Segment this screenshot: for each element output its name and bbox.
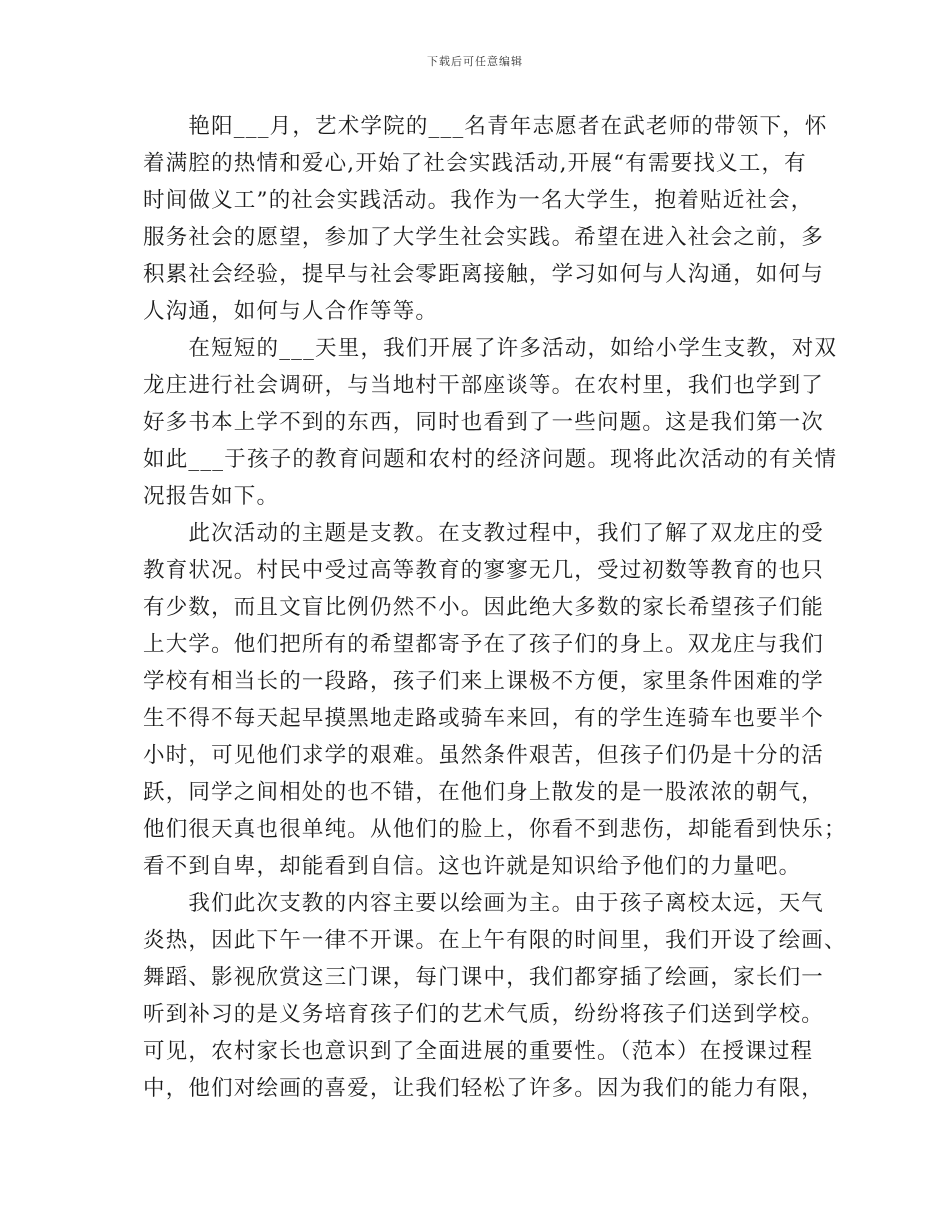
text-line: 学校有相当长的一段路，孩子们来上课极不方便，家里条件困难的学 [143,669,825,694]
text-line: 教育状况。村民中受过高等教育的寥寥无几，受过初数等教育的也只 [143,558,825,583]
text-line: 小时，可见他们求学的艰难。虽然条件艰苦，但孩子们仍是十分的活 [143,743,825,768]
text-line: 时间做义工”的社会实践活动。我作为一名大学生，抱着贴近社会， [143,188,814,213]
text-line: 听到补习的是义务培育孩子们的艺术气质，纷纷将孩子们送到学校。 [143,1002,825,1027]
text-line: 在短短的___天里，我们开展了许多活动，如给小学生支教，对双 [143,336,838,361]
text-line: 有少数，而且文盲比例仍然不小。因此绝大多数的家长希望孩子们能 [143,595,825,620]
text-line: 人沟通，如何与人合作等等。 [143,299,439,324]
text-line: 好多书本上学不到的东西，同时也看到了一些问题。这是我们第一次 [143,410,825,435]
header-note: 下载后可任意编辑 [427,55,523,68]
text-line: 可见，农村家长也意识到了全面进展的重要性。（范本）在授课过程 [143,1039,814,1064]
text-line: 如此___于孩子的教育问题和农村的经济问题。现将此次活动的有关情 [143,447,838,472]
text-line: 艳阳___月，艺术学院的___名青年志愿者在武老师的带领下，怀 [143,114,828,139]
text-line: 他们很天真也很单纯。从他们的脸上，你看不到悲伤，却能看到快乐； [143,817,847,842]
text-line: 此次活动的主题是支教。在支教过程中，我们了解了双龙庄的受 [143,521,825,546]
text-line: 看不到自卑，却能看到自信。这也许就是知识给予他们的力量吧。 [143,854,802,879]
body-text [143,108,847,1107]
text-line: 炎热，因此下午一律不开课。在上午有限的时间里，我们开设了绘画、 [143,928,847,953]
text-line: 积累社会经验，提早与社会零距离接触，学习如何与人沟通，如何与 [143,262,825,287]
text-line: 跃，同学之间相处的也不错，在他们身上散发的是一股浓浓的朝气， [143,780,825,805]
text-line: 中，他们对绘画的喜爱，让我们轻松了许多。因为我们的能力有限， [143,1076,825,1101]
text-line: 着满腔的热情和爱心,开始了社会实践活动,开展“有需要找义工，有 [143,151,807,176]
text-line: 服务社会的愿望，参加了大学生社会实践。希望在进入社会之前，多 [143,225,825,250]
text-line: 生不得不每天起早摸黑地走路或骑车来回，有的学生连骑车也要半个 [143,706,825,731]
text-line: 舞蹈、影视欣赏这三门课，每门课中，我们都穿插了绘画，家长们一 [143,965,825,990]
text-line: 龙庄进行社会调研，与当地村干部座谈等。在农村里，我们也学到了 [143,373,825,398]
text-line: 上大学。他们把所有的希望都寄予在了孩子们的身上。双龙庄与我们 [143,632,825,657]
text-line: 况报告如下。 [143,484,280,509]
text-line: 我们此次支教的内容主要以绘画为主。由于孩子离校太远，天气 [143,891,825,916]
